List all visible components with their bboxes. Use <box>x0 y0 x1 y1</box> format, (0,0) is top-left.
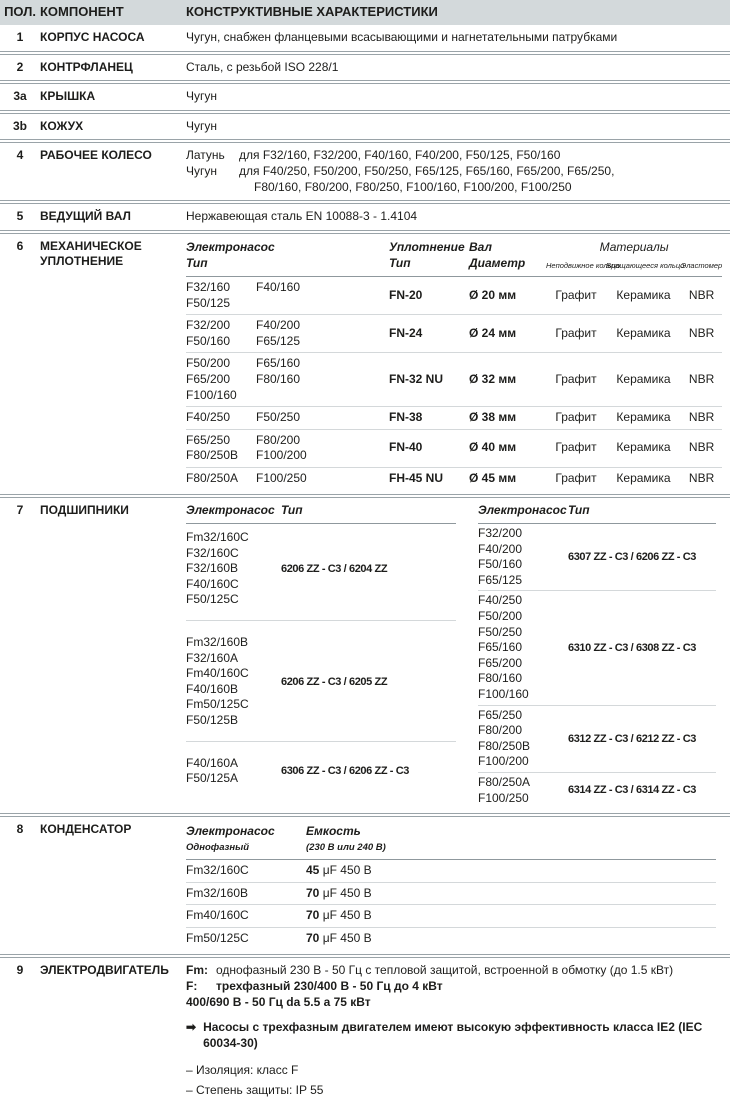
component-name: КОЖУХ <box>40 118 84 133</box>
pump-model: F50/250 <box>478 624 523 639</box>
shaft-diameter: Ø 40 мм <box>469 440 517 455</box>
row-mechanical-seal <box>0 234 730 495</box>
pump-models-col-a <box>186 433 256 464</box>
component-name: КОНДЕНСАТОР <box>40 822 132 837</box>
bearings-table-left <box>186 503 456 798</box>
seal-table <box>186 239 722 490</box>
capacitor-row <box>186 883 716 906</box>
stationary-ring-material: Графит <box>555 470 597 485</box>
component-name: ЭЛЕКТРОДВИГАТЕЛЬ <box>40 963 169 978</box>
pump-model: F32/200 <box>186 318 231 333</box>
seal-type: FN-32 NU <box>389 371 444 386</box>
component-name-line: МЕХАНИЧЕСКОЕ <box>40 238 142 253</box>
component-description: Сталь, с резьбой ISO 228/1 <box>186 59 339 74</box>
pump-models-col-b <box>256 471 389 487</box>
bearing-type: 6314 ZZ - C3 / 6314 ZZ - C3 <box>568 784 696 797</box>
pump-model: Fm50/125C <box>186 697 249 712</box>
pump-models-col-b <box>256 318 389 349</box>
bearings-header-pump: Электронасос <box>186 503 275 518</box>
bearings-table-right <box>478 503 716 808</box>
pump-model: F100/250 <box>478 790 529 805</box>
capacitance-value <box>306 908 716 924</box>
pump-model: F50/125 <box>186 295 231 310</box>
pump-models <box>186 635 281 729</box>
seal-row <box>186 468 722 490</box>
bearing-type: 6312 ZZ - C3 / 6212 ZZ - C3 <box>568 732 696 745</box>
shaft-diameter: Ø 24 мм <box>469 325 517 340</box>
capacitor-subheader-single-phase: Однофазный <box>186 841 249 853</box>
efficiency-note-text: Насосы с трехфазным двигателем имеют высокую эффективность класса IE2 (IEC 60034-30) <box>203 1020 703 1050</box>
motor-three-phase-line <box>186 979 716 995</box>
seal-header-materials: Материалы <box>599 239 669 254</box>
pump-model: Fm50/125C <box>186 930 249 945</box>
stationary-ring-material: Графит <box>555 410 597 425</box>
motor-single-phase-line <box>186 963 716 979</box>
pump-model: F100/160 <box>478 687 529 701</box>
pump-model: F50/125B <box>186 713 239 727</box>
pump-model: F50/160 <box>186 333 231 348</box>
pump-model: Fm32/160C <box>186 863 249 878</box>
pump-model: F80/200 <box>256 432 301 447</box>
row-number: 3b <box>12 118 27 133</box>
pump-model: F50/200 <box>186 356 231 371</box>
rotating-ring-material: Керамика <box>616 325 671 340</box>
bearings-table-header <box>186 503 456 524</box>
component-name: КОРПУС НАСОСА <box>40 30 145 44</box>
component-name <box>40 239 186 490</box>
pump-model: F32/160 <box>186 279 231 294</box>
pump-model: F50/125A <box>186 771 239 786</box>
pump-model: Fm40/160C <box>186 908 249 923</box>
row-casing <box>0 114 730 140</box>
seal-row <box>186 277 722 315</box>
row-number: 5 <box>16 209 24 224</box>
capacitor-subheader-voltage: (230 В или 240 В) <box>306 841 386 853</box>
capacitor-row <box>186 928 716 950</box>
row-counterflange <box>0 55 730 81</box>
bearing-type: 6310 ZZ - C3 / 6308 ZZ - C3 <box>568 641 696 654</box>
pump-model: F80/250A <box>478 774 531 789</box>
seal-type: FN-38 <box>389 410 423 425</box>
bearings-group <box>186 524 456 621</box>
capacitance-value <box>306 931 716 947</box>
seal-type: FN-24 <box>389 325 423 340</box>
pump-model: F100/160 <box>186 387 237 402</box>
pump-model: F40/160B <box>186 681 239 696</box>
capacitance-value <box>306 886 716 902</box>
protection-rating: – Степень защиты: IP 55 <box>186 1083 324 1098</box>
motor-fm-label: Fm: <box>186 963 208 978</box>
pump-models <box>186 756 281 787</box>
seal-header-pump: Электронасос <box>186 239 275 254</box>
elastomer-material: NBR <box>688 325 715 340</box>
rotating-ring-material: Керамика <box>616 440 671 455</box>
pump-model: Fm40/160C <box>186 666 249 681</box>
row-drive-shaft <box>0 204 730 230</box>
elastomer-material: NBR <box>688 440 715 455</box>
pump-model: F65/160 <box>478 640 523 655</box>
component-description <box>186 148 730 195</box>
capacitor-table-header <box>186 822 716 840</box>
pump-model: F50/200 <box>478 609 523 624</box>
row-number: 1 <box>16 30 24 44</box>
seal-subheader-pump-type: Тип <box>186 256 208 271</box>
capacitor-header-pump: Электронасос <box>186 824 275 839</box>
pump-model: F65/160 <box>256 356 301 371</box>
component-name: КОНТРФЛАНЕЦ <box>40 59 133 74</box>
row-bearings <box>0 498 730 813</box>
impeller-models: для F32/160, F32/200, F40/160, F40/200, F50/125, F50/160 <box>239 148 561 163</box>
row-electric-motor <box>0 958 730 1105</box>
shaft-diameter: Ø 20 мм <box>469 287 517 302</box>
bearings-header-pump: Электронасос <box>478 503 567 518</box>
pump-model: F80/250A <box>186 470 239 485</box>
arrow-right-icon: ➡ <box>186 1020 197 1035</box>
pump-model: F32/160C <box>186 545 239 560</box>
seal-table-header <box>186 239 722 256</box>
row-number: 3a <box>13 89 27 104</box>
capacitance-unit: μF 450 В <box>322 908 372 923</box>
component-name: КРЫШКА <box>40 89 96 104</box>
component-name: ВЕДУЩИЙ ВАЛ <box>40 209 131 224</box>
component-description: Нержавеющая сталь EN 10088-3 - 1.4104 <box>186 209 418 224</box>
motor-f-text: трехфазный 230/400 В - 50 Гц до 4 кВт <box>216 979 443 994</box>
capacitor-header-capacity: Емкость <box>306 824 361 839</box>
rotating-ring-material: Керамика <box>616 287 671 302</box>
capacitor-table <box>186 822 716 949</box>
rotating-ring-material: Керамика <box>616 410 671 425</box>
pump-models <box>478 593 568 702</box>
pump-model: F100/250 <box>256 470 307 485</box>
row-number: 2 <box>16 59 24 74</box>
pump-model: F40/250 <box>186 410 231 425</box>
pump-models <box>478 775 568 806</box>
table-header-bar <box>0 0 730 25</box>
elastomer-material: NBR <box>688 371 715 386</box>
capacitor-table-subheader <box>186 840 716 860</box>
bearing-type: 6307 ZZ - C3 / 6206 ZZ - C3 <box>568 551 696 564</box>
capacitance-number: 70 <box>306 908 320 923</box>
pump-model: F32/160B <box>186 561 239 576</box>
pump-models <box>186 530 281 608</box>
capacitance-unit: μF 450 В <box>322 930 372 945</box>
pump-model: F65/200 <box>186 371 231 386</box>
header-pos-label: ПОЛ. <box>4 4 36 20</box>
pump-model: F65/250 <box>478 707 523 722</box>
pump-model: F40/250 <box>478 593 523 608</box>
pump-model: F80/250B <box>478 738 531 753</box>
shaft-diameter: Ø 45 мм <box>469 470 517 485</box>
pump-models-col-a <box>186 318 256 349</box>
capacitance-number: 70 <box>306 885 320 900</box>
seal-subheader-stationary-ring: Неподвижное кольцо <box>546 261 621 271</box>
pump-models-col-b <box>256 410 389 426</box>
pump-model: Fm32/160B <box>186 635 249 650</box>
stationary-ring-material: Графит <box>555 371 597 386</box>
bearings-header-type: Тип <box>281 503 303 518</box>
pump-models-col-a <box>186 410 256 426</box>
impeller-models-continued: F80/160, F80/200, F80/250, F100/160, F100/200, F100/250 <box>254 179 572 194</box>
pump-model: F65/125 <box>478 572 523 587</box>
impeller-models: для F40/250, F50/200, F50/250, F65/125, F65/160, F65/200, F65/250, <box>239 163 615 178</box>
component-description: Чугун <box>186 118 218 133</box>
pump-model: F65/250 <box>186 432 231 447</box>
insulation-class: – Изоляция: класс F <box>186 1063 299 1078</box>
capacitance-unit: μF 450 В <box>322 863 372 878</box>
pump-models-col-a <box>186 280 256 311</box>
impeller-material: Латунь <box>186 148 225 163</box>
rotating-ring-material: Керамика <box>616 371 671 386</box>
stationary-ring-material: Графит <box>555 287 597 302</box>
seal-table-subheader <box>186 255 722 277</box>
capacitor-row <box>186 860 716 883</box>
bearings-group <box>478 591 716 705</box>
seal-subheader-rotating-ring: Вращающееся кольцо <box>606 261 685 271</box>
pump-model: F40/160C <box>186 576 239 591</box>
efficiency-note <box>186 1020 716 1051</box>
bearings-tables <box>186 503 716 808</box>
row-cover <box>0 84 730 110</box>
pump-model: F40/160A <box>186 755 239 770</box>
seal-row <box>186 353 722 407</box>
bearings-group <box>186 742 456 799</box>
stationary-ring-material: Графит <box>555 325 597 340</box>
capacitance-number: 45 <box>306 863 320 878</box>
pump-model: F80/160 <box>478 671 523 686</box>
bearings-group <box>478 524 716 591</box>
bearings-group <box>186 621 456 742</box>
bearings-table-header <box>478 503 716 524</box>
component-name: ПОДШИПНИКИ <box>40 503 129 518</box>
pump-model: F50/125C <box>186 592 239 607</box>
pump-model: F80/160 <box>256 371 301 386</box>
seal-type: FN-20 <box>389 287 423 302</box>
bearing-type: 6206 ZZ - C3 / 6204 ZZ <box>281 562 388 575</box>
header-characteristics-label: КОНСТРУКТИВНЫЕ ХАРАКТЕРИСТИКИ <box>186 4 438 20</box>
pump-models-col-a <box>186 471 256 487</box>
pump-models-col-b <box>256 280 389 296</box>
header-component-label: КОМПОНЕНТ <box>40 4 124 20</box>
seal-subheader-seal-type: Тип <box>389 256 411 271</box>
pump-models <box>478 526 568 588</box>
bearings-group <box>478 706 716 773</box>
pump-model: F50/160 <box>478 557 523 572</box>
capacitor-row <box>186 905 716 928</box>
pump-model: F100/200 <box>478 754 529 769</box>
impeller-iron-line <box>186 164 716 180</box>
pump-model: F50/250 <box>256 410 301 425</box>
pump-model: F40/160 <box>256 279 301 294</box>
pump-models <box>478 708 568 770</box>
pump-model: F65/125 <box>256 333 301 348</box>
component-description: Чугун <box>186 89 218 104</box>
seal-row <box>186 315 722 353</box>
component-name-line: УПЛОТНЕНИЕ <box>40 254 124 269</box>
pump-model: F80/200 <box>478 723 523 738</box>
row-impeller <box>0 143 730 200</box>
capacitance-number: 70 <box>306 930 320 945</box>
pump-model: F65/200 <box>478 655 523 670</box>
seal-header-shaft: Вал <box>469 239 492 254</box>
pump-model: F32/160A <box>186 650 239 665</box>
seal-type: FH-45 NU <box>389 470 444 485</box>
capacitance-unit: μF 450 В <box>322 885 372 900</box>
pump-model: Fm32/160C <box>186 530 249 545</box>
pump-model: F40/200 <box>256 318 301 333</box>
row-pump-body <box>0 25 730 51</box>
bearing-type: 6206 ZZ - C3 / 6205 ZZ <box>281 675 388 688</box>
seal-subheader-elastomer: Эластомер <box>681 261 723 271</box>
elastomer-material: NBR <box>688 287 715 302</box>
component-name: РАБОЧЕЕ КОЛЕСО <box>40 148 152 163</box>
row-number: 8 <box>16 822 24 837</box>
pump-model: F40/200 <box>478 541 523 556</box>
bearings-group <box>478 773 716 808</box>
row-number: 6 <box>16 238 24 253</box>
bearings-header-type: Тип <box>568 503 590 518</box>
impeller-brass-line <box>186 148 716 164</box>
rotating-ring-material: Керамика <box>616 470 671 485</box>
pump-models-col-b <box>256 433 389 464</box>
motor-details <box>186 963 730 1100</box>
pump-model: F80/250B <box>186 448 239 463</box>
impeller-material: Чугун <box>186 163 218 178</box>
row-number: 9 <box>16 963 24 978</box>
seal-row <box>186 430 722 468</box>
motor-properties <box>186 1061 716 1100</box>
motor-fm-text: однофазный 230 В - 50 Гц с тепловой защитой, встроенной в обмотку (до 1.5 кВт) <box>216 963 674 978</box>
elastomer-material: NBR <box>688 410 715 425</box>
seal-subheader-diameter: Диаметр <box>469 256 526 271</box>
pump-model: F32/200 <box>478 526 523 541</box>
stationary-ring-material: Графит <box>555 440 597 455</box>
bearing-type: 6306 ZZ - C3 / 6206 ZZ - C3 <box>281 765 409 778</box>
capacitance-value <box>306 863 716 879</box>
row-number: 7 <box>16 503 24 518</box>
elastomer-material: NBR <box>688 470 715 485</box>
pump-model: F100/200 <box>256 448 307 463</box>
seal-header-seal: Уплотнение <box>389 239 465 254</box>
seal-row <box>186 407 722 430</box>
motor-f-label: F: <box>186 979 198 994</box>
component-description: Чугун, снабжен фланцевыми всасывающими и нагнетательными патрубками <box>186 30 618 44</box>
row-capacitor <box>0 817 730 954</box>
seal-type: FN-40 <box>389 440 423 455</box>
shaft-diameter: Ø 38 мм <box>469 410 517 425</box>
pump-models-col-b <box>256 356 389 387</box>
motor-high-power-line: 400/690 В - 50 Гц da 5.5 a 75 кВт <box>186 994 371 1009</box>
pump-models-col-a <box>186 356 256 403</box>
pump-model: Fm32/160B <box>186 885 249 900</box>
row-number: 4 <box>16 148 24 163</box>
shaft-diameter: Ø 32 мм <box>469 371 517 386</box>
